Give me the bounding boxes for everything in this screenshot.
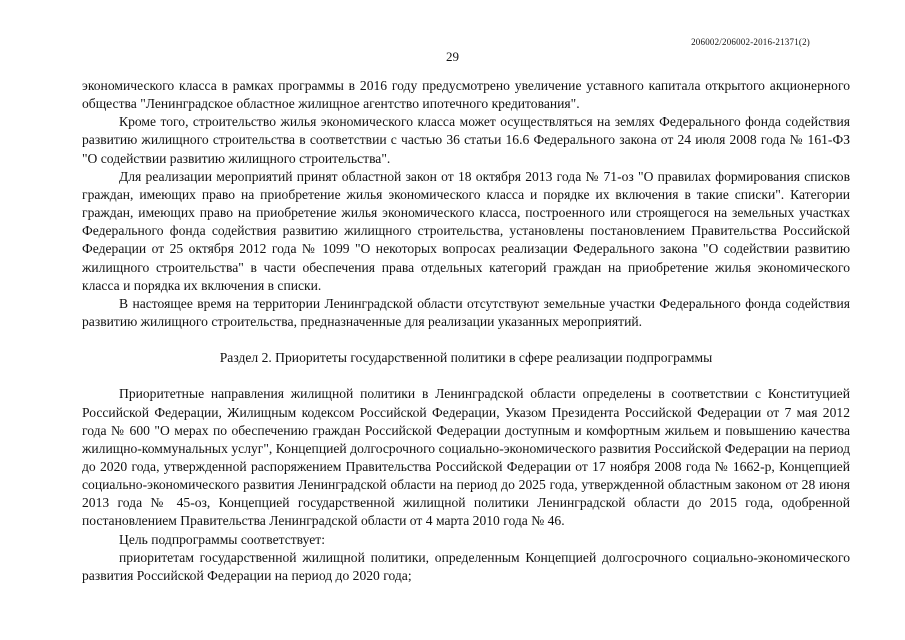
paragraph-priorities: Приоритетные направления жилищной политики в Ленинградской области определены в соответствии с Конституцией Российской Федерации, Жилищным кодексом Российской Федерации, Указом Президента Российской Федерации от 7 мая 2012 года № 600 "О мерах по обеспечению граждан Российской Федерации доступным и комфортным жильем и повышению качества жилищно-коммунальных услуг", Концепцией долгосрочного социально-экономического развития Российской Федерации на период до 2020 года, утвержденной распоряжением Правительства Российской Федерации от 17 ноября 2008 года № 1662-р, Концепцией социально-экономического развития Ленинградской области на период до 2025 года, утвержденной областным законом от 28 июня 2013 года № 45-оз, Концепцией государственной жилищной политики Ленинградской области до 2015 года, одобренной постановлением Правительства Ленинградской области от 4 марта 2010 года № 46. [82,386,850,529]
document-id: 206002/206002-2016-21371(2) [691,37,810,47]
paragraph-goal: Цель подпрограммы соответствует: [119,531,326,547]
paragraph-regional-law: Для реализации мероприятий принят областной закон от 18 октября 2013 года № 71-оз "О правилах формирования списков граждан, имеющих право на приобретение жилья экономического класса и порядке их включения в такие списки". Категории граждан, имеющих право на приобретение жилья экономического класса, построенного или строящегося на земельных участках Федерального фонда содействия развитию жилищного строительства, установлены постановлением Правительства Российской Федерации от 25 октября 2012 года № 1099 "О некоторых вопросах реализации Федерального закона "О содействии развитию жилищного строительства" в части обеспечения права отдельных категорий граждан на приобретение жилья экономического класса и порядка их включения в списки. [82,168,850,293]
paragraph-continuation: экономического класса в рамках программы в 2016 году предусмотрено увеличение уставного капитала открытого акционерного общества "Ленинградское областное жилищное агентство ипотечного кредитования". [82,78,850,112]
document-body [82,77,850,585]
paragraph-land-plots: В настоящее время на территории Ленинградской области отсутствуют земельные участки Федерального фонда содействия развитию жилищного строительства, предназначенные для реализации указанных мероприятий. [82,295,850,330]
paragraph-goal-item: приоритетам государственной жилищной политики, определенным Концепцией долгосрочного социально-экономического развития Российской Федерации на период до 2020 года; [82,549,850,583]
page-number: 29 [446,49,459,64]
paragraph-federal-fund: Кроме того, строительство жилья экономического класса может осуществляться на землях Федерального фонда содействия развитию жилищного строительства в соответствии с частью 36 статьи 16.6 Федерального закона от 24 июля 2008 года № 161-ФЗ "О содействии развитию жилищного строительства". [82,114,850,166]
section-heading: Раздел 2. Приоритеты государственной политики в сфере реализации подпрограммы [219,350,713,366]
